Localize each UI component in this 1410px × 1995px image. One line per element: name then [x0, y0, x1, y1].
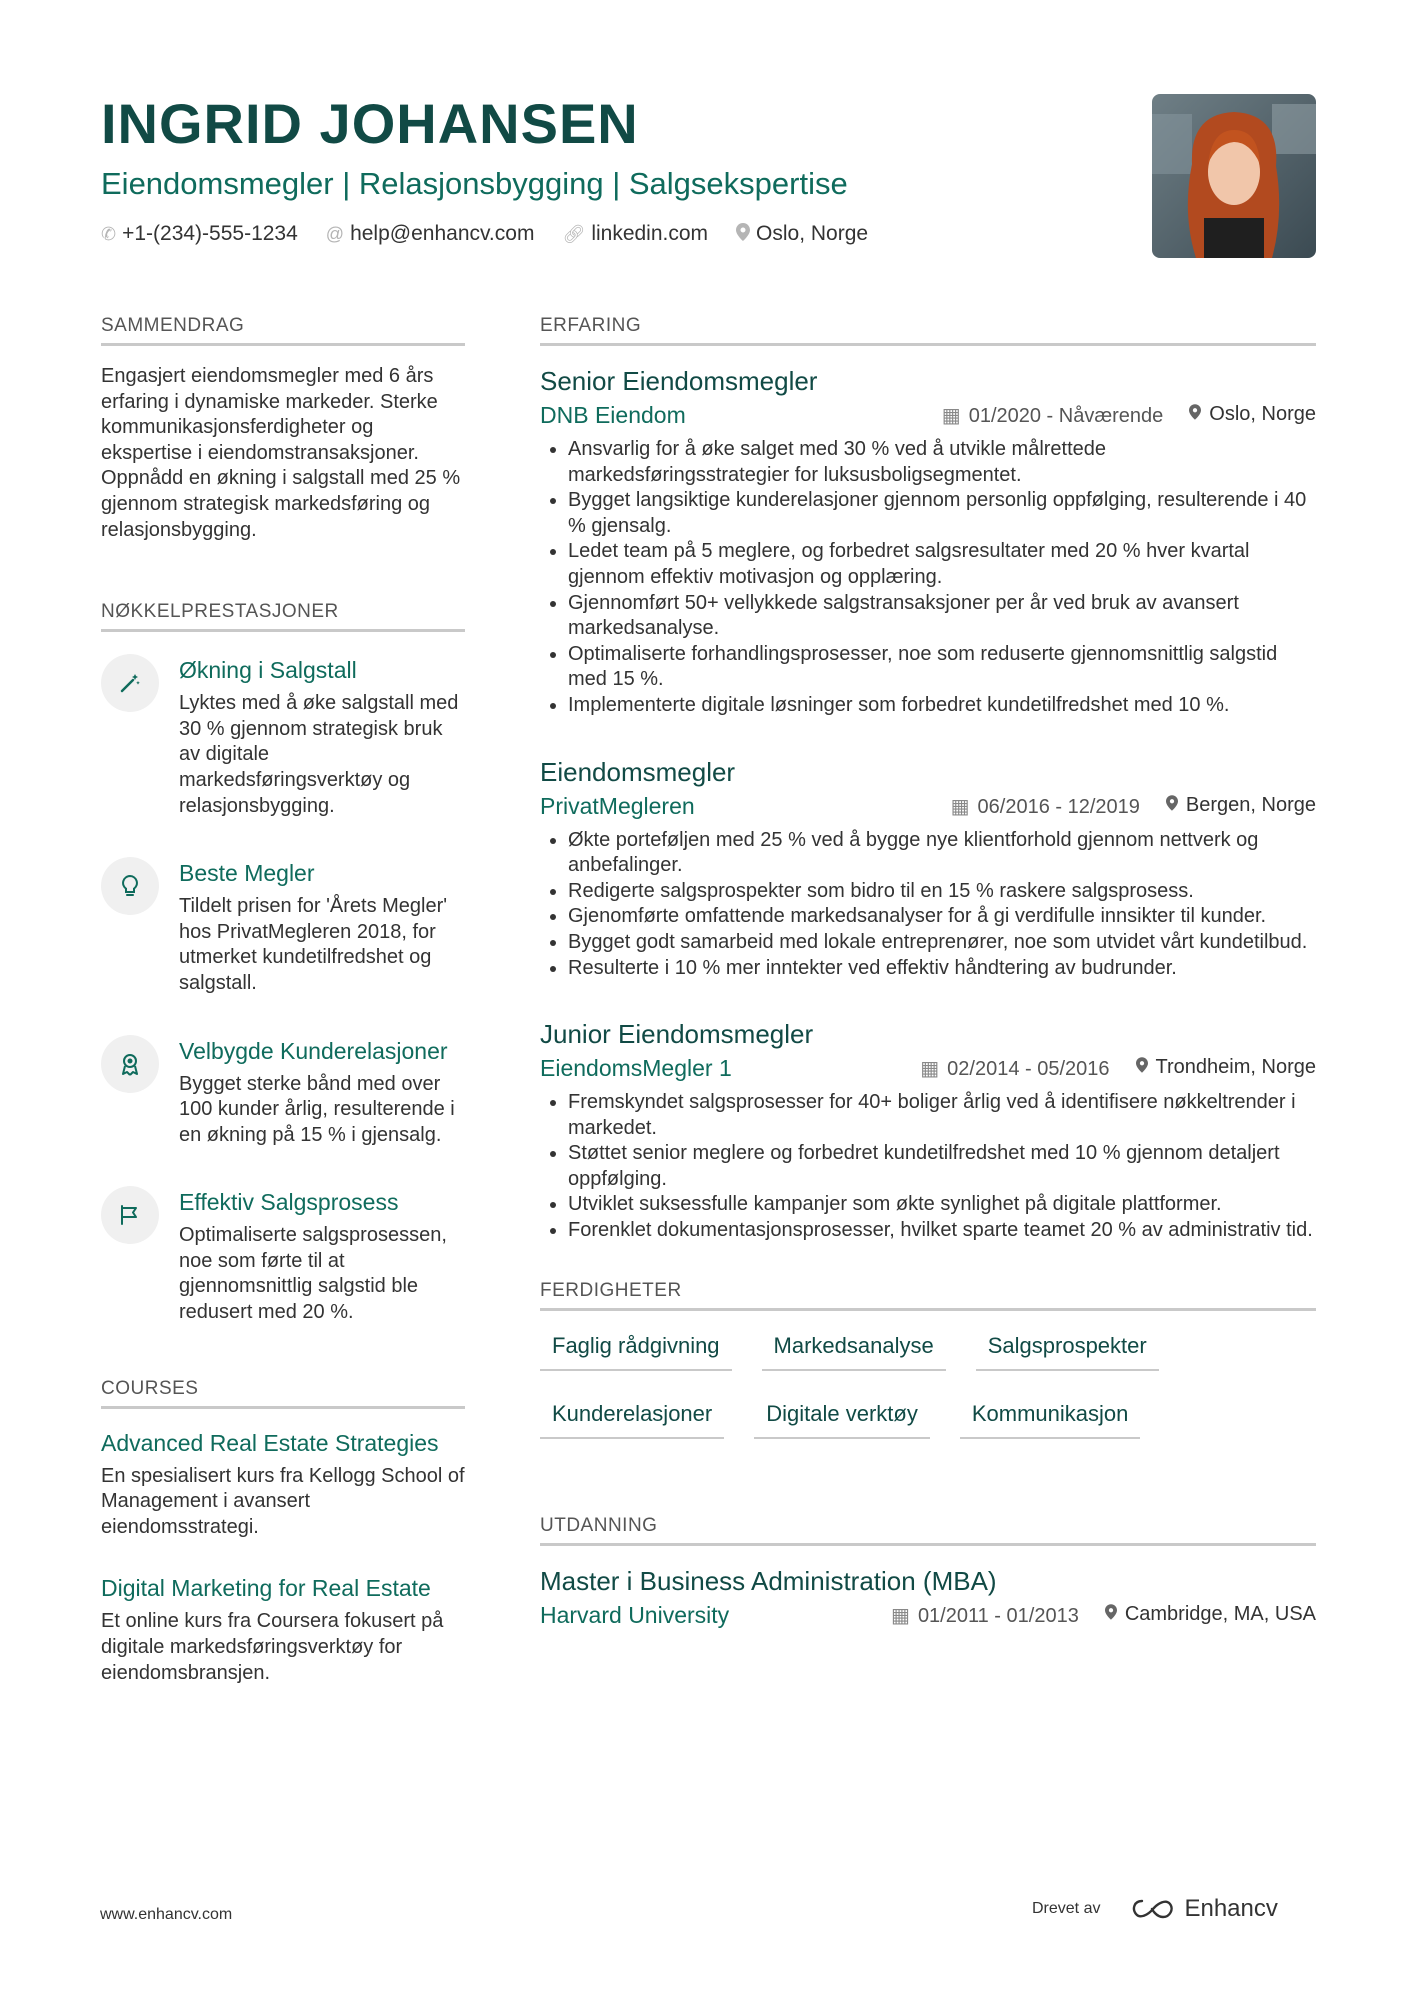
education-section — [540, 1515, 1316, 1629]
job-entry — [540, 364, 1316, 719]
course-title: Digital Marketing for Real Estate — [101, 1575, 431, 1602]
job-meta — [540, 793, 1316, 820]
achievement-title: Økning i Salgstall — [179, 657, 357, 684]
bullet-item: • Redigerte salgsprospekter som bidro til en 15 % raskere salgsprosess. — [568, 879, 1316, 905]
skill-tag: Kunderelasjoner — [540, 1401, 724, 1439]
education-location: Cambridge, MA, USA — [1124, 1602, 1316, 1625]
brand-logo[interactable] — [1130, 1895, 1277, 1923]
footer-branding — [1032, 1895, 1278, 1923]
left-column — [101, 315, 465, 1720]
job-location: Oslo, Norge — [1209, 403, 1316, 425]
achievement-item — [101, 1186, 465, 1325]
bullet-item: • Forenklet dokumentasjonsprosesser, hvilket sparte teamet 20 % av administrativ tid. — [568, 1218, 1316, 1244]
skill-tag: Salgsprospekter — [976, 1333, 1159, 1371]
phone-icon: ✆ — [101, 223, 117, 244]
education-dates-location — [891, 1603, 1316, 1628]
bullet-item: • Ledet team på 5 meglere, og forbedret salgsresultater med 20 % hver kvartal gjennom effektiv motivasjon og opplæring. — [568, 539, 1316, 590]
skill-tag: Digitale verktøy — [754, 1401, 930, 1439]
job-title: Senior Eiendomsmegler — [540, 366, 818, 396]
at-icon: @ — [325, 223, 345, 244]
link-icon: 🔗︎ — [562, 223, 586, 244]
job-bullets — [540, 1090, 1316, 1244]
achievement-desc: Bygget sterke bånd med over 100 kunder årlig, resulterende i en økning på 15 % i gjensalg. — [179, 1072, 455, 1146]
linkedin-text: linkedin.com — [591, 222, 709, 245]
contact-location — [736, 222, 868, 246]
bullet-item: • Fremskyndet salgsprosesser for 40+ boliger årlig ved å identifisere nøkkeltrender i markedet. — [568, 1090, 1316, 1141]
summary-section — [101, 315, 465, 543]
achievement-item — [101, 1035, 465, 1149]
calendar-icon: ▦ — [941, 405, 961, 427]
achievement-item — [101, 857, 465, 996]
job-dates-location — [920, 1056, 1316, 1081]
education-heading: UTDANNING — [540, 1515, 1316, 1546]
calendar-icon: ▦ — [920, 1058, 940, 1081]
contact-email[interactable] — [326, 222, 535, 246]
job-bullets — [540, 828, 1316, 982]
achievement-desc: Lyktes med å øke salgstall med 30 % gjennom strategisk bruk av digitale markedsføringsverktøy og relasjonsbygging. — [179, 692, 459, 817]
summary-text: Engasjert eiendomsmegler med 6 års erfaring i dynamiske markeder. Sterke kommunikasjonsferdigheter og ekspertise i eiendomstransaksjoner. Oppnådd en økning i salgstall med 25 % gjennom strategisk markedsføring og relasjonsbygging. — [101, 365, 461, 541]
education-meta — [540, 1602, 1316, 1629]
achievement-desc: Tildelt prisen for 'Årets Megler' hos PrivatMegleren 2018, for utmerket kundetilfredshet og salgstall. — [179, 895, 448, 994]
location-pin-icon — [1189, 403, 1201, 425]
achievement-title: Effektiv Salgsprosess — [179, 1189, 399, 1216]
footer-url[interactable]: www.enhancv.com — [100, 1906, 233, 1923]
job-entry — [540, 1017, 1316, 1244]
job-dates: 01/2020 - Nåværende — [968, 405, 1164, 427]
skill-tag: Faglig rådgivning — [540, 1333, 732, 1371]
location-text: Oslo, Norge — [756, 222, 869, 245]
right-column — [540, 315, 1316, 1629]
job-dates: 06/2016 - 12/2019 — [977, 795, 1140, 818]
degree-title: Master i Business Administration (MBA) — [540, 1565, 997, 1596]
job-location: Trondheim, Norge — [1155, 1056, 1316, 1079]
job-meta — [540, 402, 1316, 429]
job-bullets — [540, 437, 1316, 719]
powered-by-text: Drevet av — [1032, 1900, 1101, 1917]
location-pin-icon — [736, 223, 750, 246]
job-dates-location — [951, 794, 1316, 819]
bullet-item: • Utviklet suksessfulle kampanjer som økte synlighet på digitale plattformer. — [568, 1192, 1316, 1218]
bullet-item: • Gjenomførte omfattende markedsanalyser for å gi verdifulle innsikter til kunder. — [568, 904, 1316, 930]
course-title: Advanced Real Estate Strategies — [101, 1429, 439, 1456]
candidate-name: INGRID JOHANSEN — [101, 92, 639, 155]
bullet-item: • Bygget langsiktige kunderelasjoner gjennom personlig oppfølging, resulterende i 40 % gjensalg. — [568, 488, 1316, 539]
achievement-title: Beste Megler — [179, 860, 315, 887]
profile-photo — [1152, 94, 1316, 258]
skill-tag: Markedsanalyse — [762, 1333, 946, 1371]
achievement-item — [101, 654, 465, 819]
bullet-item: • Bygget godt samarbeid med lokale entreprenører, noe som utvidet vårt kundetilbud. — [568, 930, 1316, 956]
achievement-title: Velbygde Kunderelasjoner — [179, 1037, 448, 1064]
calendar-icon: ▦ — [891, 1604, 910, 1627]
job-entry — [540, 755, 1316, 982]
course-item — [101, 1574, 465, 1686]
company-name: EiendomsMegler 1 — [540, 1055, 732, 1082]
enhancv-logo-icon — [1130, 1897, 1176, 1921]
bullet-item: • Implementerte digitale løsninger som forbedret kundetilfredshet med 10 %. — [568, 693, 1316, 719]
achievement-desc: Optimaliserte salgsprosessen, noe som førte til at gjennomsnittlig salgstid ble redusert med 20 %. — [179, 1224, 447, 1324]
location-pin-icon — [1105, 1603, 1117, 1625]
location-pin-icon — [1166, 794, 1178, 816]
bullet-item: • Støttet senior meglere og forbedret kundetilfredshet med 10 % gjennom detaljert oppfølging. — [568, 1141, 1316, 1192]
achievements-section — [101, 601, 465, 1326]
job-dates: 02/2014 - 05/2016 — [947, 1058, 1110, 1081]
resume-header — [101, 88, 1101, 246]
lightbulb-icon — [101, 857, 159, 915]
job-dates-location — [942, 403, 1316, 428]
company-name: PrivatMegleren — [540, 792, 695, 819]
contact-phone[interactable] — [101, 222, 298, 246]
job-title: Junior Eiendomsmegler — [540, 1019, 814, 1050]
summary-heading: SAMMENDRAG — [101, 315, 465, 346]
skill-tag: Kommunikasjon — [960, 1401, 1141, 1439]
job-title: Eiendomsmegler — [540, 756, 736, 787]
bullet-item: • Optimaliserte forhandlingsprosesser, noe som reduserte gjennomsnittlig salgstid med 15 %. — [568, 642, 1316, 693]
bullet-item: • Økte porteføljen med 25 % ved å bygge nye klientforhold gjennom nettverk og anbefalinger. — [568, 828, 1316, 879]
brand-name: Enhancv — [1184, 1895, 1278, 1922]
award-icon — [101, 1035, 159, 1093]
bullet-item: • Resulterte i 10 % mer inntekter ved effektiv håndtering av budrunder. — [568, 956, 1316, 982]
contact-info — [101, 222, 1101, 246]
email-text: help@enhancv.com — [350, 222, 535, 245]
experience-section — [540, 315, 1316, 1244]
calendar-icon: ▦ — [950, 795, 970, 818]
achievements-heading: NØKKELPRESTASJONER — [101, 601, 465, 632]
bullet-item: • Ansvarlig for å øke salget med 30 % ved å utvikle målrettede markedsføringsstrategier for luksusboligsegmentet. — [568, 437, 1316, 488]
skills-heading: FERDIGHETER — [540, 1280, 1316, 1311]
courses-section — [101, 1378, 465, 1687]
course-desc: En spesialisert kurs fra Kellogg School of Management i avansert eiendomsstrategi. — [101, 1464, 465, 1538]
job-meta — [540, 1055, 1316, 1082]
bullet-item: • Gjennomført 50+ vellykkede salgstransaksjoner per år ved bruk av avansert markedsanalyse. — [568, 591, 1316, 642]
flag-icon — [101, 1186, 159, 1244]
courses-heading: COURSES — [101, 1378, 465, 1409]
phone-text: +1-(234)-555-1234 — [122, 222, 298, 245]
candidate-tagline: Eiendomsmegler | Relasjonsbygging | Salgsekspertise — [101, 166, 848, 201]
job-location: Bergen, Norge — [1185, 793, 1316, 816]
course-desc: Et online kurs fra Coursera fokusert på digitale markedsføringsverktøy for eiendomsbransjen. — [101, 1610, 444, 1684]
school-name: Harvard University — [540, 1601, 730, 1628]
course-item — [101, 1429, 465, 1541]
contact-linkedin[interactable] — [562, 222, 708, 246]
experience-heading: ERFARING — [540, 315, 1316, 346]
skills-list — [540, 1333, 1316, 1439]
skills-section — [540, 1280, 1316, 1439]
magic-wand-icon — [101, 654, 159, 712]
education-dates: 01/2011 - 01/2013 — [917, 1604, 1079, 1627]
location-pin-icon — [1136, 1056, 1148, 1078]
company-name: DNB Eiendom — [540, 402, 686, 428]
